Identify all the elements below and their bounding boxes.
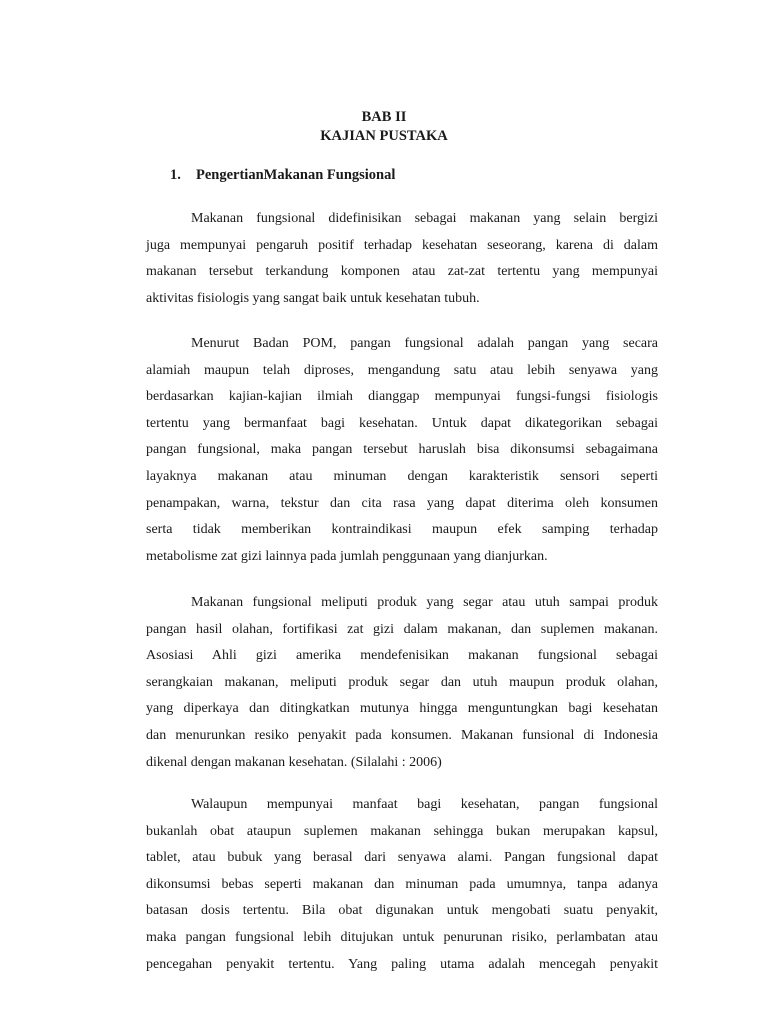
paragraph-line: makanan tersebut terkandung komponen atau zat-zat tertentu yang mempunyai <box>146 264 658 280</box>
paragraph-line: Makanan fungsional didefinisikan sebagai makanan yang selain bergizi <box>191 211 658 226</box>
paragraph-3 <box>146 590 658 776</box>
paragraph-line: bukanlah obat ataupun suplemen makanan sehingga bukan merupakan kapsul, <box>146 823 658 839</box>
paragraph-line: tablet, atau bubuk yang berasal dari senyawa alami. Pangan fungsional dapat <box>146 850 658 866</box>
chapter-number: BAB II <box>361 109 407 125</box>
chapter-title: KAJIAN PUSTAKA <box>320 128 448 144</box>
paragraph-line: pangan hasil olahan, fortifikasi zat gizi dalam makanan, dan suplemen makanan. <box>146 621 658 637</box>
paragraph-line: Asosiasi Ahli gizi amerika mendefenisikan makanan fungsional sebagai <box>146 648 658 664</box>
paragraph-line: serta tidak memberikan kontraindikasi maupun efek samping terhadap <box>146 522 658 538</box>
paragraph-line: dikonsumsi bebas seperti makanan dan minuman pada umumnya, tanpa adanya <box>146 876 658 892</box>
section-title-text: PengertianMakanan Fungsional <box>196 167 396 183</box>
paragraph-line: metabolisme zat gizi lainnya pada jumlah penggunaan yang dianjurkan. <box>146 548 548 564</box>
paragraph-line: layaknya makanan atau minuman dengan karakteristik sensori seperti <box>146 468 658 484</box>
paragraph-line: maka pangan fungsional lebih ditujukan untuk penurunan risiko, perlambatan atau <box>146 929 658 945</box>
paragraph-line: tertentu yang bermanfaat bagi kesehatan. Untuk dapat dikategorikan sebagai <box>146 415 658 431</box>
paragraph-line: batasan dosis tertentu. Bila obat digunakan untuk mengobati suatu penyakit, <box>146 903 658 919</box>
paragraph-line: juga mempunyai pengaruh positif terhadap kesehatan seseorang, karena di dalam <box>146 237 658 253</box>
paragraph-line: penampakan, warna, tekstur dan cita rasa yang dapat diterima oleh konsumen <box>146 495 658 511</box>
paragraph-line: serangkaian makanan, meliputi produk segar dan utuh maupun produk olahan, <box>146 674 658 690</box>
section-heading <box>170 167 395 184</box>
paragraph-1 <box>146 206 658 312</box>
paragraph-line: aktivitas fisiologis yang sangat baik untuk kesehatan tubuh. <box>146 290 480 306</box>
paragraph-line: Makanan fungsional meliputi produk yang segar atau utuh sampai produk <box>191 595 658 610</box>
paragraph-line: alamiah maupun telah diproses, mengandung satu atau lebih senyawa yang <box>146 362 658 378</box>
paragraph-line: pencegahan penyakit tertentu. Yang paling utama adalah mencegah penyakit <box>146 956 658 972</box>
paragraph-line: dan menurunkan resiko penyakit pada konsumen. Makanan funsional di Indonesia <box>146 727 658 743</box>
section-number: 1. <box>170 167 181 183</box>
paragraph-line: dikenal dengan makanan kesehatan. (Silalahi : 2006) <box>146 754 442 770</box>
paragraph-line: pangan fungsional, maka pangan tersebut haruslah bisa dikonsumsi sebagaimana <box>146 442 658 458</box>
paragraph-line: Menurut Badan POM, pangan fungsional adalah pangan yang secara <box>191 336 658 351</box>
paragraph-line: yang diperkaya dan ditingkatkan mutunya hingga menguntungkan bagi kesehatan <box>146 701 658 717</box>
paragraph-line: Walaupun mempunyai manfaat bagi kesehatan, pangan fungsional <box>191 797 658 812</box>
paragraph-4 <box>146 792 658 978</box>
paragraph-2 <box>146 331 658 570</box>
paragraph-line: berdasarkan kajian-kajian ilmiah dianggap mempunyai fungsi-fungsi fisiologis <box>146 389 658 405</box>
